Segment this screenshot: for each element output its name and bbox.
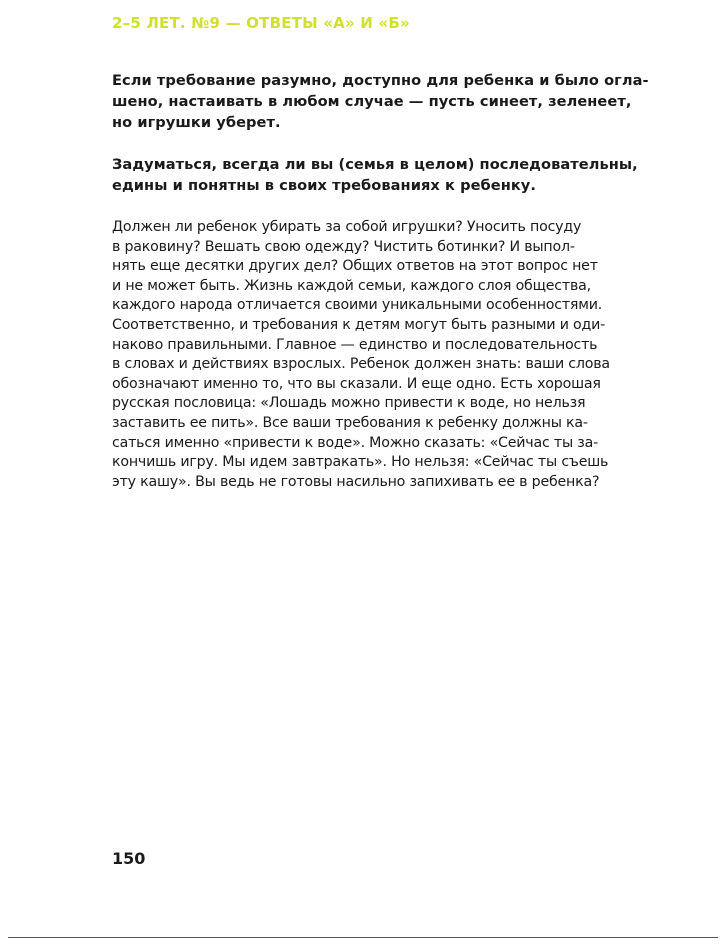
text-line: русская пословица: «Лошадь можно привести к воде, но нельзя [112, 395, 586, 412]
text-line: в словах и действиях взрослых. Ребенок должен знать: ваши слова [112, 356, 610, 373]
text-line: едины и понятны в своих требованиях к ребенку. [112, 177, 536, 194]
text-line: наково правильными. Главное — единство и последовательность [112, 336, 598, 353]
text-line: обозначают именно то, что вы сказали. И еще одно. Есть хорошая [112, 375, 601, 392]
text-line: кончишь игру. Мы идем завтракать». Но нельзя: «Сейчас ты съешь [112, 454, 609, 471]
text-line: Если требование разумно, доступно для ребенка и было огла- [112, 72, 649, 89]
text-line: нять еще десятки других дел? Общих ответов на этот вопрос нет [112, 258, 598, 275]
text-line: Задуматься, всегда ли вы (семья в целом) последовательны, [112, 156, 638, 173]
text-line: каждого народа отличается своими уникальными особенностями. [112, 297, 603, 314]
text-line: саться именно «привести к воде». Можно сказать: «Сейчас ты за- [112, 434, 599, 451]
bold-paragraph-2 [112, 154, 638, 196]
text-line: Соответственно, и требования к детям могут быть разными и оди- [112, 316, 606, 333]
text-line: эту кашу». Вы ведь не готовы насильно запихивать ее в ребенка? [112, 473, 600, 490]
bold-paragraph-1 [112, 70, 649, 133]
text-line: шено, настаивать в любом случае — пусть синеет, зеленеет, [112, 93, 632, 110]
text-line: и не может быть. Жизнь каждой семьи, каждого слоя общества, [112, 277, 591, 294]
bottom-divider [8, 937, 718, 938]
text-line: заставить ее пить». Все ваши требования к ребенку должны ка- [112, 414, 588, 431]
running-header: 2–5 ЛЕТ. №9 — ОТВЕТЫ «А» И «Б» [112, 14, 410, 32]
text-line: Должен ли ребенок убирать за собой игрушки? Уносить посуду [112, 219, 582, 235]
text-line: но игрушки уберет. [112, 114, 281, 131]
page-number: 150 [112, 849, 146, 868]
text-line: в раковину? Вешать свою одежду? Чистить ботинки? И выпол- [112, 238, 575, 255]
body-paragraph [112, 218, 618, 492]
